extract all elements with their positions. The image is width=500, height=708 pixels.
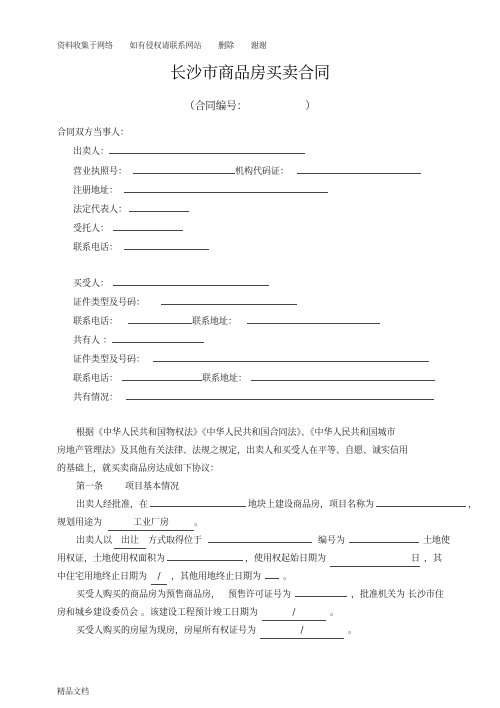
seller-agent-label: 受托人： bbox=[73, 224, 110, 234]
land-area-field[interactable] bbox=[167, 551, 243, 561]
seller-name-field[interactable] bbox=[109, 144, 305, 154]
page-footer: 精品文档 bbox=[57, 687, 89, 696]
text-span: 出卖人经批准，在 bbox=[76, 500, 149, 510]
buyer-phone-field[interactable] bbox=[128, 314, 192, 324]
article-1-heading bbox=[76, 478, 179, 496]
ownership-row bbox=[73, 390, 434, 403]
article-1-p3-line-2 bbox=[57, 604, 339, 622]
seller-legal-rep-field[interactable] bbox=[129, 202, 189, 212]
text-span: 用权证，土地使用权面积为 bbox=[57, 554, 166, 564]
seller-phone-label: 联系电话： bbox=[73, 243, 119, 253]
text-span: 地块上建设商品房，项目名称为 bbox=[248, 500, 375, 510]
co-owner-phone-label: 联系电话： bbox=[73, 374, 119, 384]
text-span: 。 bbox=[283, 572, 293, 582]
contract-number-field[interactable] bbox=[247, 100, 305, 109]
text-span: 。 bbox=[194, 518, 204, 528]
seller-legal-rep-row bbox=[73, 202, 189, 215]
buyer-id-label: 证件类型及号码： bbox=[73, 298, 146, 308]
text-span: 出卖人以 bbox=[76, 536, 113, 546]
article-1-p1-line-1 bbox=[76, 496, 477, 514]
buyer-name-label: 买受人： bbox=[73, 279, 110, 289]
buyer-id-row bbox=[73, 295, 297, 308]
co-owner-phone-row bbox=[73, 371, 435, 384]
buyer-id-field[interactable] bbox=[161, 295, 297, 305]
co-owner-id-label: 证件类型及号码： bbox=[73, 355, 146, 365]
co-owner-row bbox=[73, 333, 204, 346]
text-span: 编号为 bbox=[318, 536, 346, 546]
seller-agent-row bbox=[73, 221, 183, 234]
text-span: 预售许可证号为 bbox=[228, 590, 292, 600]
buyer-phone-label: 联系电话： bbox=[73, 317, 119, 327]
seller-org-code-label: 机构代码证： bbox=[235, 167, 290, 177]
ownership-field[interactable] bbox=[126, 390, 434, 400]
document-title: 长沙市商品房买卖合同 bbox=[169, 63, 330, 82]
text-span: 买受人购买的商品房为预售商品房， bbox=[76, 590, 221, 600]
start-date-field[interactable]: 日 bbox=[330, 552, 420, 567]
presale-permit-field[interactable] bbox=[295, 587, 347, 597]
plot-field[interactable] bbox=[150, 497, 246, 507]
text-span: 土地使 bbox=[423, 536, 451, 546]
text-span: 房和城乡建设委员会 。该建设工程预计竣工日期为 bbox=[57, 608, 258, 618]
seller-address-label: 注册地址： bbox=[73, 186, 119, 196]
buyer-name-field[interactable] bbox=[113, 276, 269, 286]
co-owner-phone-field[interactable] bbox=[122, 371, 202, 381]
header-item: 如有侵权请联系网站 bbox=[129, 41, 202, 50]
seller-name-label: 出卖人： bbox=[73, 147, 110, 157]
seller-address-row bbox=[73, 183, 328, 196]
intro-line-1: 根据《中华人民共和国物权法》《中华人民共和国合同法》、《中华人民共和国城市 bbox=[76, 428, 396, 438]
header-item: 谢谢 bbox=[250, 41, 267, 50]
co-owner-id-row bbox=[73, 352, 429, 365]
text-span: 。 bbox=[348, 626, 358, 636]
intro-line-3: 的基础上，就买卖商品房达成如下协议： bbox=[57, 464, 220, 474]
seller-license-label: 营业执照号： bbox=[73, 167, 128, 177]
article-1-p2-line-3 bbox=[57, 568, 292, 586]
contract-number-label: （合同编号： bbox=[184, 100, 248, 112]
text-span: 规划用途为 bbox=[57, 518, 103, 528]
residential-end-date-field[interactable]: / bbox=[151, 570, 167, 585]
article-1-p1-line-2 bbox=[57, 514, 203, 532]
buyer-address-field[interactable] bbox=[247, 314, 380, 324]
seller-phone-row bbox=[73, 240, 209, 253]
other-end-date-field[interactable] bbox=[265, 569, 279, 579]
intro-line-2: 房地产管理法》及其他有关法律、法规之规定，出卖人和买受人在平等、自愿、诚实信用 bbox=[57, 446, 409, 456]
text-span: 方式取得位于 bbox=[148, 536, 203, 546]
text-span: 买受人购买的房屋为现房，房屋所有权证号为 bbox=[76, 626, 257, 636]
land-cert-number-field[interactable] bbox=[349, 533, 419, 543]
planned-use-field[interactable]: 工业厂房 bbox=[108, 516, 194, 531]
contract-number bbox=[0, 98, 500, 113]
seller-agent-field[interactable] bbox=[113, 221, 183, 231]
land-location-field[interactable] bbox=[208, 533, 312, 543]
co-owner-address-field[interactable] bbox=[251, 371, 435, 381]
co-owner-id-field[interactable] bbox=[153, 352, 429, 362]
text-span: ，批准机关为 长沙市住 bbox=[351, 590, 444, 600]
seller-license-field[interactable] bbox=[133, 164, 235, 174]
co-owner-address-label: 联系地址： bbox=[202, 374, 248, 384]
ownership-cert-field[interactable]: / bbox=[260, 624, 344, 639]
co-owner-field[interactable] bbox=[112, 333, 204, 343]
buyer-address-label: 联系地址： bbox=[192, 317, 238, 327]
header-item: 资料收集于网络 bbox=[57, 41, 113, 50]
completion-date-field[interactable]: / bbox=[262, 606, 326, 621]
article-title: 项目基本情况 bbox=[125, 482, 180, 492]
text-span: ，其他用地终止日期为 bbox=[171, 572, 262, 582]
article-1-p2-line-2 bbox=[57, 550, 442, 568]
text-span: ，其 bbox=[424, 554, 443, 564]
seller-license-row bbox=[73, 164, 421, 177]
co-owner-label: 共有人 ： bbox=[73, 336, 112, 346]
seller-address-field[interactable] bbox=[124, 183, 328, 193]
article-1-p3-line-1 bbox=[76, 586, 444, 604]
parties-label: 合同双方当事人： bbox=[57, 128, 130, 138]
project-name-field[interactable] bbox=[376, 497, 466, 507]
text-span: ， bbox=[468, 500, 478, 510]
seller-org-code-field[interactable] bbox=[297, 164, 421, 174]
article-number: 第一条 bbox=[76, 482, 104, 492]
buyer-name-row bbox=[73, 276, 269, 289]
text-span: ，使用权起始日期为 bbox=[245, 554, 327, 564]
article-1-p4-line-1 bbox=[76, 622, 357, 640]
text-span: 中住宅用地终止日期为 bbox=[57, 572, 148, 582]
buyer-phone-row bbox=[73, 314, 380, 327]
article-1-p2-line-1 bbox=[76, 532, 450, 550]
contract-number-close: ） bbox=[305, 100, 316, 112]
text-span: 。 bbox=[329, 608, 339, 618]
seller-legal-rep-label: 法定代表人： bbox=[73, 205, 128, 215]
ownership-label: 共有情况： bbox=[73, 393, 119, 403]
page-header bbox=[57, 40, 281, 51]
acquisition-method-field[interactable]: 出让 bbox=[114, 534, 146, 549]
seller-phone-field[interactable] bbox=[124, 240, 209, 250]
seller-name-row bbox=[73, 144, 305, 157]
header-item: 删除 bbox=[218, 41, 235, 50]
